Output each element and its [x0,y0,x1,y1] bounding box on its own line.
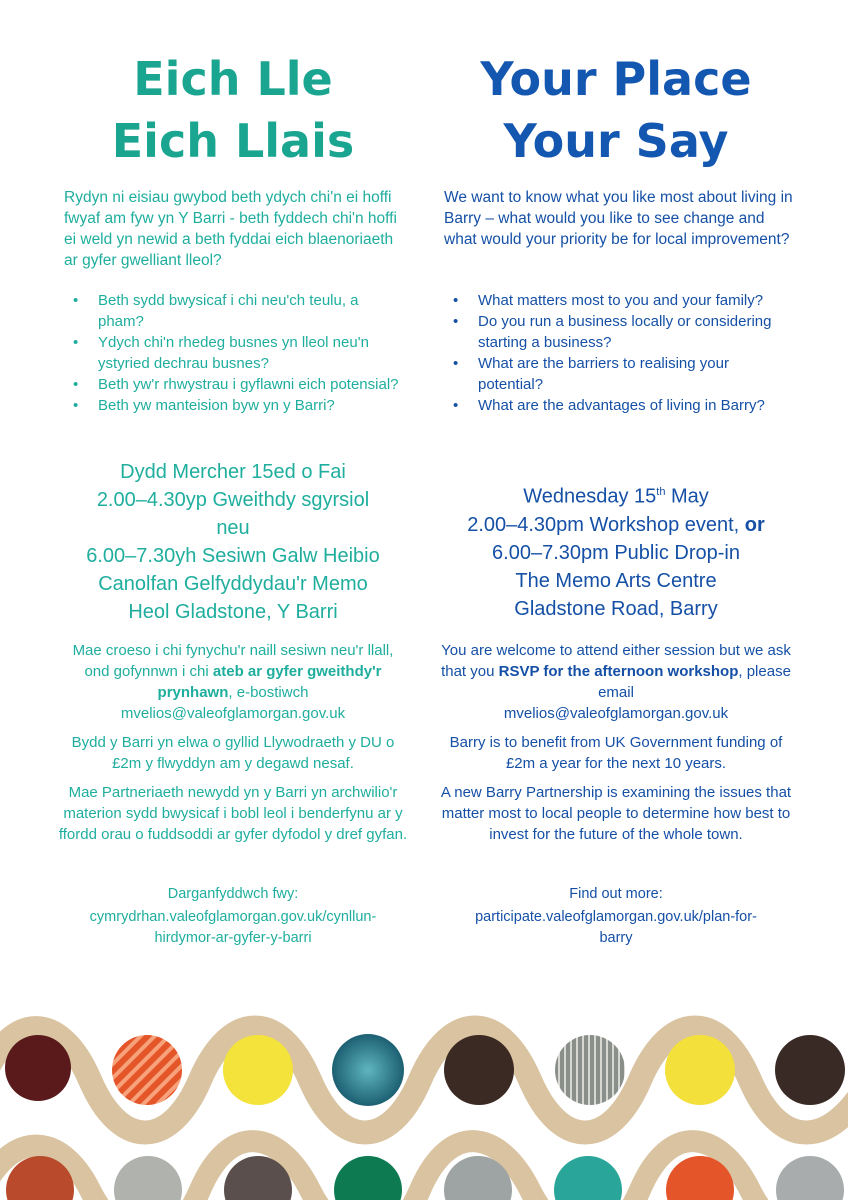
english-title-line2: Your Say [503,114,729,168]
english-bullet-item: • What are the advantages of living in Barry? [453,397,765,414]
english-bullet-item: • Do you run a business locally or considering starting a business? [453,313,772,351]
circle-green [334,1156,402,1200]
welsh-venue-name: Canolfan Gelfyddydau'r Memo [98,573,368,595]
welsh-rsvp: Mae croeso i chi fynychu'r naill sesiwn neu'r llall, ond gofynnwn i chi ateb ar gyfer gweithdy'r prynhawn, e-bostiwch mvelios@valeofglamorgan.gov.uk [72,642,394,722]
circle-orange-stripes [112,1035,182,1105]
english-bullet-item: • What are the barriers to realising your potential? [453,355,729,393]
english-event-details [438,478,794,623]
welsh-bullet-item: • Ydych chi'n rhedeg busnes yn lleol neu'n ystyried dechrau busnes? [73,334,369,372]
circle-grey-3 [776,1156,844,1200]
circle-teal-pink [554,1156,622,1200]
english-intro: We want to know what you like most about living in Barry – what would you like to see change and what would your priority be for local improvement? [444,189,793,248]
english-column [438,0,794,980]
english-partnership: A new Barry Partnership is examining the issues that matter most to local people to determine how best to invest for the future of the whole town. [440,784,792,843]
welsh-event-or: neu [216,517,250,539]
circle-dark-brown-2 [775,1035,845,1105]
english-venue-name: The Memo Arts Centre [515,569,717,592]
welsh-intro: Rydyn ni eisiau gwybod beth ydych chi'n ei hoffi fwyaf am fyw yn Y Barri - beth fyddech chi'n hoffi ei weld yn newid a beth fyddai eich blaenoriaeth ar gyfer gwelliant lleol? [64,189,397,269]
english-find-more-label: Find out more: [569,886,663,902]
english-title [438,48,794,172]
circle-dark-brown [444,1035,514,1105]
welsh-event-details [58,458,408,626]
english-bullet-list [453,290,794,416]
welsh-bullet-item: • Beth yw'r rhwystrau i gyflawni eich potensial? [73,376,399,393]
english-rsvp-emphasis: RSVP for the afternoon workshop [498,663,739,680]
welsh-venue-address: Heol Gladstone, Y Barri [128,601,338,623]
welsh-title [58,48,408,172]
english-email-link[interactable]: mvelios@valeofglamorgan.gov.uk [503,705,729,722]
english-title-line1: Your Place [480,52,752,106]
welsh-link[interactable]: cymrydrhan.valeofglamorgan.gov.uk/cynllun- hirdymor-ar-gyfer-y-barri [89,909,377,946]
english-bullet-item: • What matters most to you and your family? [453,292,764,309]
welsh-find-more-label: Darganfyddwch fwy: [167,886,299,902]
english-find-out-more [438,884,794,949]
circle-yellow [223,1035,293,1105]
circle-yellow-2 [665,1035,735,1105]
english-notes [438,640,794,853]
welsh-title-line2: Eich Llais [111,114,355,168]
welsh-title-line1: Eich Lle [133,52,333,106]
welsh-rsvp-emphasis: ateb ar gyfer gweithdy'r prynhawn [157,663,382,701]
welsh-notes [58,640,408,853]
english-event-session1: 2.00–4.30pm Workshop event, or [467,513,765,536]
english-rsvp: You are welcome to attend either session but we ask that you RSVP for the afternoon workshop, please email mvelios@valeofglamorgan.gov.uk [441,642,791,722]
circle-teal-water [332,1034,404,1106]
welsh-find-out-more [58,884,408,949]
circle-grey-texture [555,1035,625,1105]
welsh-partnership: Mae Partneriaeth newydd yn y Barri yn archwilio'r materion sydd bwysicaf i bobl leol i benderfynu ar y ffordd orau o fuddsoddi ar gyfer dyfodol y dref gyfan. [58,784,408,843]
welsh-bullet-item: • Beth yw manteision byw yn y Barri? [73,397,335,414]
welsh-event-session2: 6.00–7.30yh Sesiwn Galw Heibio [86,545,380,567]
english-funding: Barry is to benefit from UK Government funding of £2m a year for the next 10 years. [449,734,783,772]
welsh-bullet-item: • Beth sydd bwysicaf i chi neu'ch teulu, a pham? [73,292,359,330]
english-link[interactable]: participate.valeofglamorgan.gov.uk/plan-for- barry [475,909,757,946]
welsh-event-date: Dydd Mercher 15ed o Fai [120,461,346,483]
welsh-bullet-list [73,290,408,416]
welsh-funding: Bydd y Barri yn elwa o gyllid Llywodraeth y DU o £2m y flwyddyn am y degawd nesaf. [71,734,395,772]
welsh-email-link[interactable]: mvelios@valeofglamorgan.gov.uk [120,705,346,722]
english-event-or: or [744,513,765,536]
welsh-column [58,0,408,980]
english-event-date: Wednesday 15th May [523,485,709,508]
english-venue-address: Gladstone Road, Barry [514,597,718,620]
circle-grey [114,1156,182,1200]
circle-maroon [5,1035,71,1101]
welsh-event-session1: 2.00–4.30yp Gweithdy sgyrsiol [96,489,370,511]
english-event-session2: 6.00–7.30pm Public Drop-in [492,541,740,564]
decorative-circle-band [0,990,848,1200]
